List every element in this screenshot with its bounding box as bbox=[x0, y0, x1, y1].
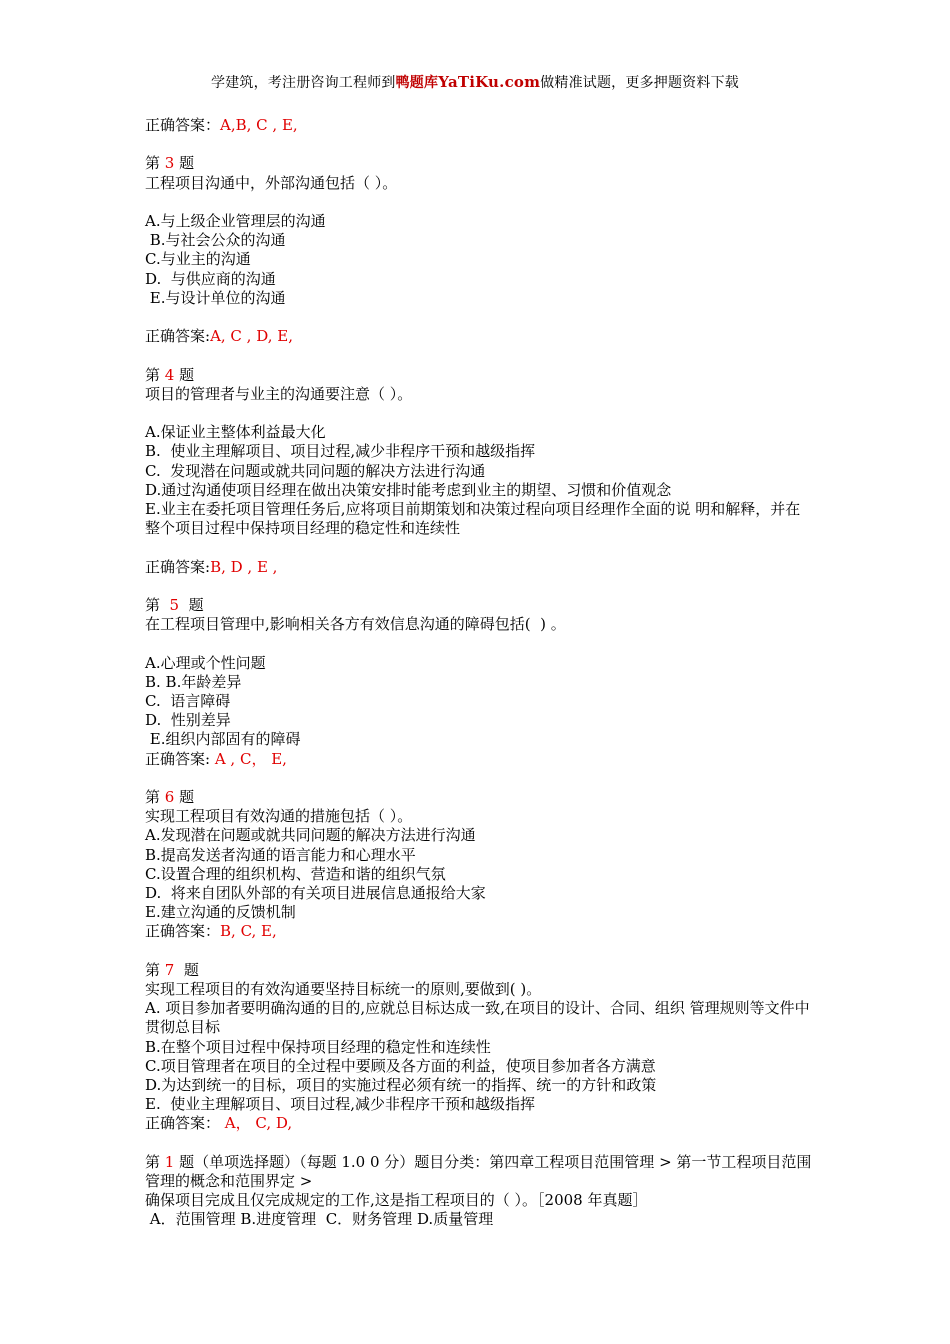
question-stem: 实现工程项目的有效沟通要坚持目标统一的原则,要做到( )。 bbox=[145, 979, 542, 998]
option-line: E.建立沟通的反馈机制 bbox=[145, 903, 296, 922]
answer-line: 正确答案:B, D , E , bbox=[145, 557, 278, 576]
question-stem: 项目的管理者与业主的沟通要注意（ ）。 bbox=[145, 384, 413, 403]
option-line: B. B.年龄差异 bbox=[145, 672, 242, 691]
option-line: E.组织内部固有的障碍 bbox=[145, 730, 301, 749]
question-number: 第 5 题 bbox=[145, 595, 204, 614]
option-line: D.通过沟通使项目经理在做出决策安排时能考虑到业主的期望、习惯和价值观念 bbox=[145, 480, 672, 499]
option-line: A. 项目参加者要明确沟通的目的,应就总目标达成一致,在项目的设计、合同、组织 管理规则等文件中贯彻总目标 bbox=[145, 999, 810, 1037]
option-line: D.为达到统一的目标，项目的实施过程必须有统一的指挥、统一的方针和政策 bbox=[145, 1076, 657, 1094]
option-line: B. 使业主理解项目、项目过程,减少非程序干预和越级指挥 bbox=[145, 442, 536, 461]
q2-answer-line bbox=[145, 116, 815, 135]
option-line: E.业主在委托项目管理任务后,应将项目前期策划和决策过程向项目经理作全面的说 明和解释，并在整个项目过程中保持项目经理的稳定性和连续性 bbox=[145, 499, 801, 538]
option-line: A.心理或个性问题 bbox=[145, 653, 266, 672]
option-line: A．范围管理 B.进度管理 C．财务管理 D.质量管理 bbox=[145, 1210, 494, 1229]
option-line: A.发现潜在问题或就共同问题的解决方法进行沟通 bbox=[145, 826, 476, 845]
option-line: A.与上级企业管理层的沟通 bbox=[145, 211, 326, 230]
option-line: C.项目管理者在项目的全过程中要顾及各方面的利益，使项目参加者各方满意 bbox=[145, 1056, 656, 1075]
option-line: D. 将来自团队外部的有关项目进展信息通报给大家 bbox=[145, 883, 486, 902]
option-line: C.与业主的沟通 bbox=[145, 250, 251, 269]
answer-line: 正确答案:A, C , D, E, bbox=[145, 327, 293, 346]
option-line: B.在整个项目过程中保持项目经理的稳定性和连续性 bbox=[145, 1037, 491, 1056]
question-stem: 实现工程项目有效沟通的措施包括（ ）。 bbox=[145, 807, 413, 826]
option-line: D. 与供应商的沟通 bbox=[145, 269, 276, 288]
question-content bbox=[145, 116, 815, 1230]
answer-value: A,B, C , E, bbox=[220, 116, 298, 134]
option-line: A.保证业主整体利益最大化 bbox=[145, 423, 326, 442]
question-number: 第 1 题（单项选择题）（每题 1.0 0 分）题目分类：第四章工程项目范围管理 > 第一节工程项目范围管理的概念和范围界定 > bbox=[145, 1152, 812, 1190]
header-suffix: 做精准试题，更多押题资料下载 bbox=[540, 75, 739, 91]
option-line: E. 使业主理解项目、项目过程,减少非程序干预和越级指挥 bbox=[145, 1095, 536, 1114]
option-line: B.与社会公众的沟通 bbox=[145, 231, 286, 250]
answer-line: 正确答案： A， C, D, bbox=[145, 1114, 293, 1133]
header-prefix: 学建筑，考注册咨询工程师到 bbox=[211, 75, 396, 91]
option-line: B.提高发送者沟通的语言能力和心理水平 bbox=[145, 845, 416, 864]
question-stem: 确保项目完成且仅完成规定的工作,这是指工程项目的（ ）。［2008 年真题］ bbox=[145, 1191, 648, 1210]
page-header bbox=[0, 72, 950, 92]
question-number: 第 6 题 bbox=[145, 787, 195, 806]
option-line: D. 性别差异 bbox=[145, 711, 231, 730]
question-stem: 在工程项目管理中,影响相关各方有效信息沟通的障碍包括( ) 。 bbox=[145, 615, 566, 634]
question-number: 第 4 题 bbox=[145, 365, 195, 384]
brand-name-en[interactable]: YaTiKu.com bbox=[438, 73, 541, 91]
option-line: C.设置合理的组织机构、营造和谐的组织气氛 bbox=[145, 864, 446, 883]
option-line: C. 发现潜在问题或就共同问题的解决方法进行沟通 bbox=[145, 461, 486, 480]
answer-line: 正确答案: A , C， E, bbox=[145, 749, 287, 768]
question-number: 第 7 题 bbox=[145, 960, 199, 979]
answer-line: 正确答案：B, C, E, bbox=[145, 922, 277, 941]
option-line: C. 语言障碍 bbox=[145, 691, 231, 710]
answer-label: 正确答案： bbox=[145, 116, 221, 134]
option-line: E.与设计单位的沟通 bbox=[145, 288, 286, 307]
question-number: 第 3 题 bbox=[145, 154, 195, 173]
question-stem: 工程项目沟通中，外部沟通包括（ ）。 bbox=[145, 173, 398, 192]
brand-name-cn[interactable]: 鸭题库 bbox=[395, 75, 439, 91]
